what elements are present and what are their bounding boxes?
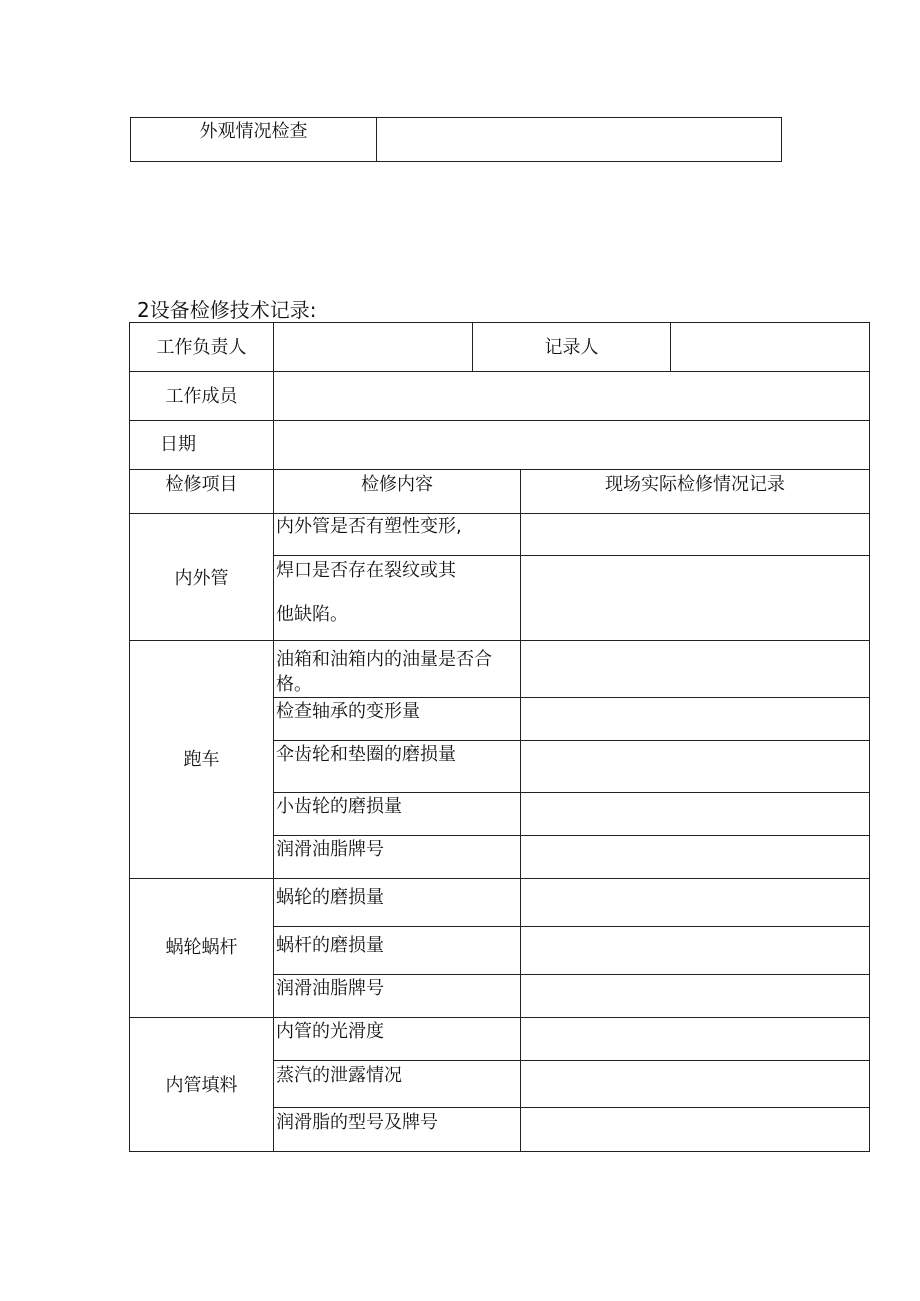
table-hline <box>129 1017 870 1018</box>
content-cell: 蜗杆的磨损量 <box>276 935 384 956</box>
table-vline <box>273 322 274 1152</box>
section-title: 2设备检修技术记录: <box>137 298 317 322</box>
table-hline <box>129 469 870 470</box>
record-cell[interactable] <box>524 558 866 637</box>
table-hline <box>273 792 870 793</box>
record-cell[interactable] <box>524 643 866 694</box>
table-hline <box>129 1151 870 1152</box>
content-cell: 检查轴承的变形量 <box>276 701 420 722</box>
group-name: 跑车 <box>183 749 220 770</box>
group-name: 内外管 <box>174 568 229 589</box>
record-cell[interactable] <box>524 1020 866 1057</box>
content-cell: 润滑油脂牌号 <box>276 839 384 860</box>
table-vline-right <box>869 322 870 1152</box>
top-table-border-top <box>130 117 782 118</box>
record-cell[interactable] <box>524 795 866 832</box>
content-cell: 内管的光滑度 <box>276 1021 384 1042</box>
content-cell: 焊口是否存在裂纹或其 <box>276 560 456 581</box>
content-cell: 内外管是否有塑性变形, <box>276 516 462 537</box>
members-field[interactable] <box>280 384 862 408</box>
table-hline <box>273 974 870 975</box>
header-content: 检修内容 <box>361 474 433 495</box>
table-hline <box>129 322 870 323</box>
table-hline <box>129 371 870 372</box>
top-table-border-right <box>781 117 782 162</box>
record-cell[interactable] <box>524 700 866 737</box>
responsible-field[interactable] <box>280 335 465 359</box>
content-cell: 他缺陷。 <box>276 604 348 625</box>
content-cell: 蒸汽的泄露情况 <box>276 1065 402 1086</box>
content-cell: 格。 <box>276 674 312 695</box>
content-cell: 油箱和油箱内的油量是否合 <box>276 649 492 670</box>
record-cell[interactable] <box>524 516 866 552</box>
recorder-field[interactable] <box>677 335 862 359</box>
record-cell[interactable] <box>524 838 866 875</box>
table-hline <box>273 1107 870 1108</box>
table-hline <box>273 1060 870 1061</box>
record-cell[interactable] <box>524 881 866 923</box>
table-vline-left <box>129 322 130 1152</box>
content-cell: 小齿轮的磨损量 <box>276 796 402 817</box>
table-hline <box>129 640 870 641</box>
content-cell: 润滑油脂牌号 <box>276 978 384 999</box>
content-cell: 蜗轮的磨损量 <box>276 887 384 908</box>
appearance-check-label: 外观情况检查 <box>199 121 308 142</box>
content-cell: 伞齿轮和垫圈的磨损量 <box>276 744 456 765</box>
record-cell[interactable] <box>524 1063 866 1104</box>
record-cell[interactable] <box>524 929 866 971</box>
record-cell[interactable] <box>524 743 866 789</box>
top-table-divider <box>376 117 377 162</box>
table-hline <box>273 835 870 836</box>
record-cell[interactable] <box>524 1110 866 1148</box>
table-hline <box>129 513 870 514</box>
table-vline <box>670 322 671 372</box>
recorder-label: 记录人 <box>544 337 599 358</box>
responsible-label: 工作负责人 <box>156 337 247 358</box>
date-label: 日期 <box>160 434 196 455</box>
date-field[interactable] <box>280 433 862 457</box>
group-name: 蜗轮蜗杆 <box>165 937 238 958</box>
table-hline <box>273 926 870 927</box>
header-record: 现场实际检修情况记录 <box>605 474 785 495</box>
top-table-border-bottom <box>130 161 782 162</box>
members-label: 工作成员 <box>165 386 238 407</box>
appearance-check-value[interactable] <box>382 128 777 150</box>
table-vline <box>520 469 521 1152</box>
table-hline <box>273 740 870 741</box>
group-name: 内管填料 <box>165 1075 238 1096</box>
header-item: 检修项目 <box>165 474 238 495</box>
table-hline <box>273 697 870 698</box>
record-cell[interactable] <box>524 977 866 1014</box>
table-hline <box>129 420 870 421</box>
table-hline <box>273 555 870 556</box>
content-cell: 润滑脂的型号及牌号 <box>276 1112 438 1133</box>
table-hline <box>129 878 870 879</box>
